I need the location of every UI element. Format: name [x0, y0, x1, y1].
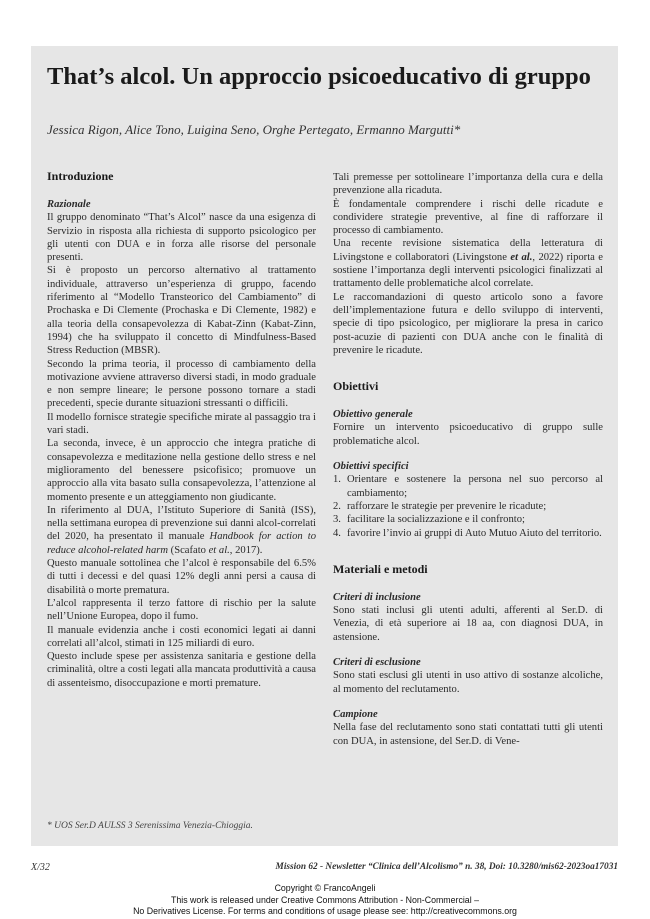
- paragraph: Sono stati inclusi gli utenti adulti, afferenti al Ser.D. di Venezia, di età superiore ai 18 aa, con diagnosi DUA, in astensione.: [333, 605, 603, 643]
- list-number: 1.: [333, 474, 341, 486]
- list-number: 4.: [333, 527, 341, 539]
- text-span: , 2022) riporta e sostiene l’importanza degli interventi psicologici finalizzati al trattamento delle problematiche alcol correlate.: [333, 251, 604, 290]
- license-line: This work is released under Creative Commons Attribution - Non-Commercial –: [170, 894, 479, 905]
- paragraph: Tali premesse per sottolineare l’importanza della cura e della prevenzione alla ricaduta.: [333, 172, 603, 197]
- copyright-line: Copyright © FrancoAngeli: [274, 883, 376, 893]
- list-text: rafforzare le strategie per prevenire le ricadute;: [347, 500, 547, 512]
- subheading-obiettivo-generale: Obiettivo generale: [333, 409, 413, 421]
- list-text: Orientare e sostenere la persona nel suo percorso al cambiamento;: [347, 474, 603, 499]
- list-item: [333, 527, 603, 540]
- paragraph: Sono stati esclusi gli utenti in uso attivo di sostanze alcoliche, al momento del reclutamento.: [333, 670, 603, 695]
- et-al: et al.: [510, 251, 533, 263]
- subheading-campione: Campione: [333, 708, 378, 720]
- subheading-obiettivi-specifici: Obiettivi specifici: [333, 461, 409, 473]
- list-item: [333, 473, 603, 500]
- author-footnote: * UOS Ser.D AULSS 3 Serenissima Venezia-Chioggia.: [47, 821, 253, 831]
- paragraph: Fornire un intervento psicoeducativo di gruppo sulle problematiche alcol.: [333, 422, 603, 447]
- paragraph: Le raccomandazioni di questo articolo sono a favore dell’implementazione futura e dello sviluppo di interventi, specie di tipo psicologico, per migliorare la presa in carico post-acuzie di pazienti con DUA anche con le finalità di prevenire le ricadute.: [333, 291, 603, 356]
- paragraph: È fondamentale comprendere i rischi delle ricadute e condividere strategie preventive, al fine di rafforzare il processo di cambiamento.: [333, 198, 603, 237]
- paragraph: Questo manuale sottolinea che l’alcol è responsabile del 6.5% di tutti i decessi e del quasi 12% degli anni persi a causa di disabilità o morte prematura.: [47, 558, 316, 596]
- subheading-criteri-esclusione: Criteri di esclusione: [333, 657, 421, 669]
- list-number: 3.: [333, 514, 341, 526]
- text-span: , 2017).: [229, 544, 263, 556]
- paragraph: [333, 237, 603, 290]
- paragraph: Nella fase del reclutamento sono stati contattati tutti gli utenti con DUA, in astensione, del Ser.D. di Vene-: [333, 722, 603, 747]
- subheading-criteri-inclusione: Criteri di inclusione: [333, 591, 421, 603]
- paragraph: Questo include spese per assistenza sanitaria e gestione della criminalità, oltre a costi legati alla mancata produttività a causa di assenteismo, disoccupazione e morti premature.: [47, 651, 316, 689]
- left-column: [47, 169, 316, 690]
- paragraph: [47, 504, 316, 557]
- section-heading-introduzione: Introduzione: [47, 169, 114, 183]
- list-text: favorire l’invio ai gruppi di Auto Mutuo Aiuto del territorio.: [347, 527, 602, 539]
- list-item: [333, 513, 603, 526]
- license-line: No Derivatives License. For terms and conditions of usage please see: http://creativecommons.org: [133, 906, 517, 916]
- text-span: (Scafato: [168, 544, 209, 556]
- journal-reference: Mission 62 - Newsletter “Clinica dell’Alcolismo” n. 38, Doi: 10.3280/mis62-2023oa17031: [275, 862, 618, 872]
- page-number: X/32: [31, 862, 50, 873]
- right-column: [333, 171, 603, 748]
- paragraph: Secondo la prima teoria, il processo di cambiamento della motivazione avviene attraverso diversi stadi, in modo graduale e non sempre lineare; le persone possono tornare a stadi precedenti, specie durante situazioni stressanti o difficili.: [47, 358, 316, 410]
- list-text: facilitare la socializzazione e il confronto;: [347, 514, 525, 526]
- subheading-razionale: Razionale: [47, 199, 91, 210]
- section-heading-obiettivi: Obiettivi: [333, 379, 379, 394]
- paragraph: La seconda, invece, è un approccio che integra pratiche di consapevolezza e meditazione nella gestione dello stress e nel miglioramento del benessere psicofisico; promuove un approccio alla vita basato sulla consapevolezza, l’attenzione al momento presente e un atteggiamento non giudicante.: [47, 438, 316, 503]
- list-item: [333, 500, 603, 513]
- paragraph: L’alcol rappresenta il terzo fattore di rischio per la salute nell’Unione Europea, dopo il fumo.: [47, 597, 316, 623]
- list-number: 2.: [333, 500, 341, 512]
- section-heading-materiali-metodi: Materiali e metodi: [333, 561, 428, 576]
- objectives-list: [333, 473, 603, 539]
- text-span: In riferimento al DUA, l’Istituto Superiore di Sanità (ISS), nella settimana europea di prevenzione sui danni alcol-correlati del 2020, ha presentato il manuale: [47, 504, 316, 543]
- paragraph: Il gruppo denominato “That’s Alcol” nasce da una esigenza di Servizio in risposta alla richiesta di supporto psicologico per gli utenti con DUA e in forza alle risorse del personale presenti.: [47, 212, 316, 264]
- paragraph: Il manuale evidenzia anche i costi economici legati ai danni correlati all’alcol, stimati in 125 miliardi di euro.: [47, 624, 316, 649]
- handbook-title: Handbook for action to reduce alcohol-related harm: [47, 531, 316, 556]
- paragraph: Si è proposto un percorso alternativo al trattamento individuale, attraverso un’esperienza di gruppo, facendo riferimento al “Modello Transteorico del Cambiamento” di Prochaska e Di Clemente (Prochaska e Di Clemente, 1982) e alla teoria della consapevolezza di Kabat-Zinn (Kabat-Zinn, 1994) che ha sviluppato il concetto di Mindfulness-Based Stress Reduction (MBSR).: [47, 265, 316, 357]
- text-span: Una recente revisione sistematica della letteratura di Livingstone e collaboratori (Livingstone: [333, 238, 603, 263]
- license-notice: [0, 883, 650, 918]
- article-title: That’s alcol. Un approccio psicoeducativo di gruppo: [47, 63, 591, 90]
- article-authors: Jessica Rigon, Alice Tono, Luigina Seno, Orghe Pertegato, Ermanno Margutti*: [47, 122, 461, 137]
- et-al: et al.: [208, 544, 230, 556]
- paragraph: Il modello fornisce strategie specifiche mirate al passaggio tra i vari stadi.: [47, 411, 316, 437]
